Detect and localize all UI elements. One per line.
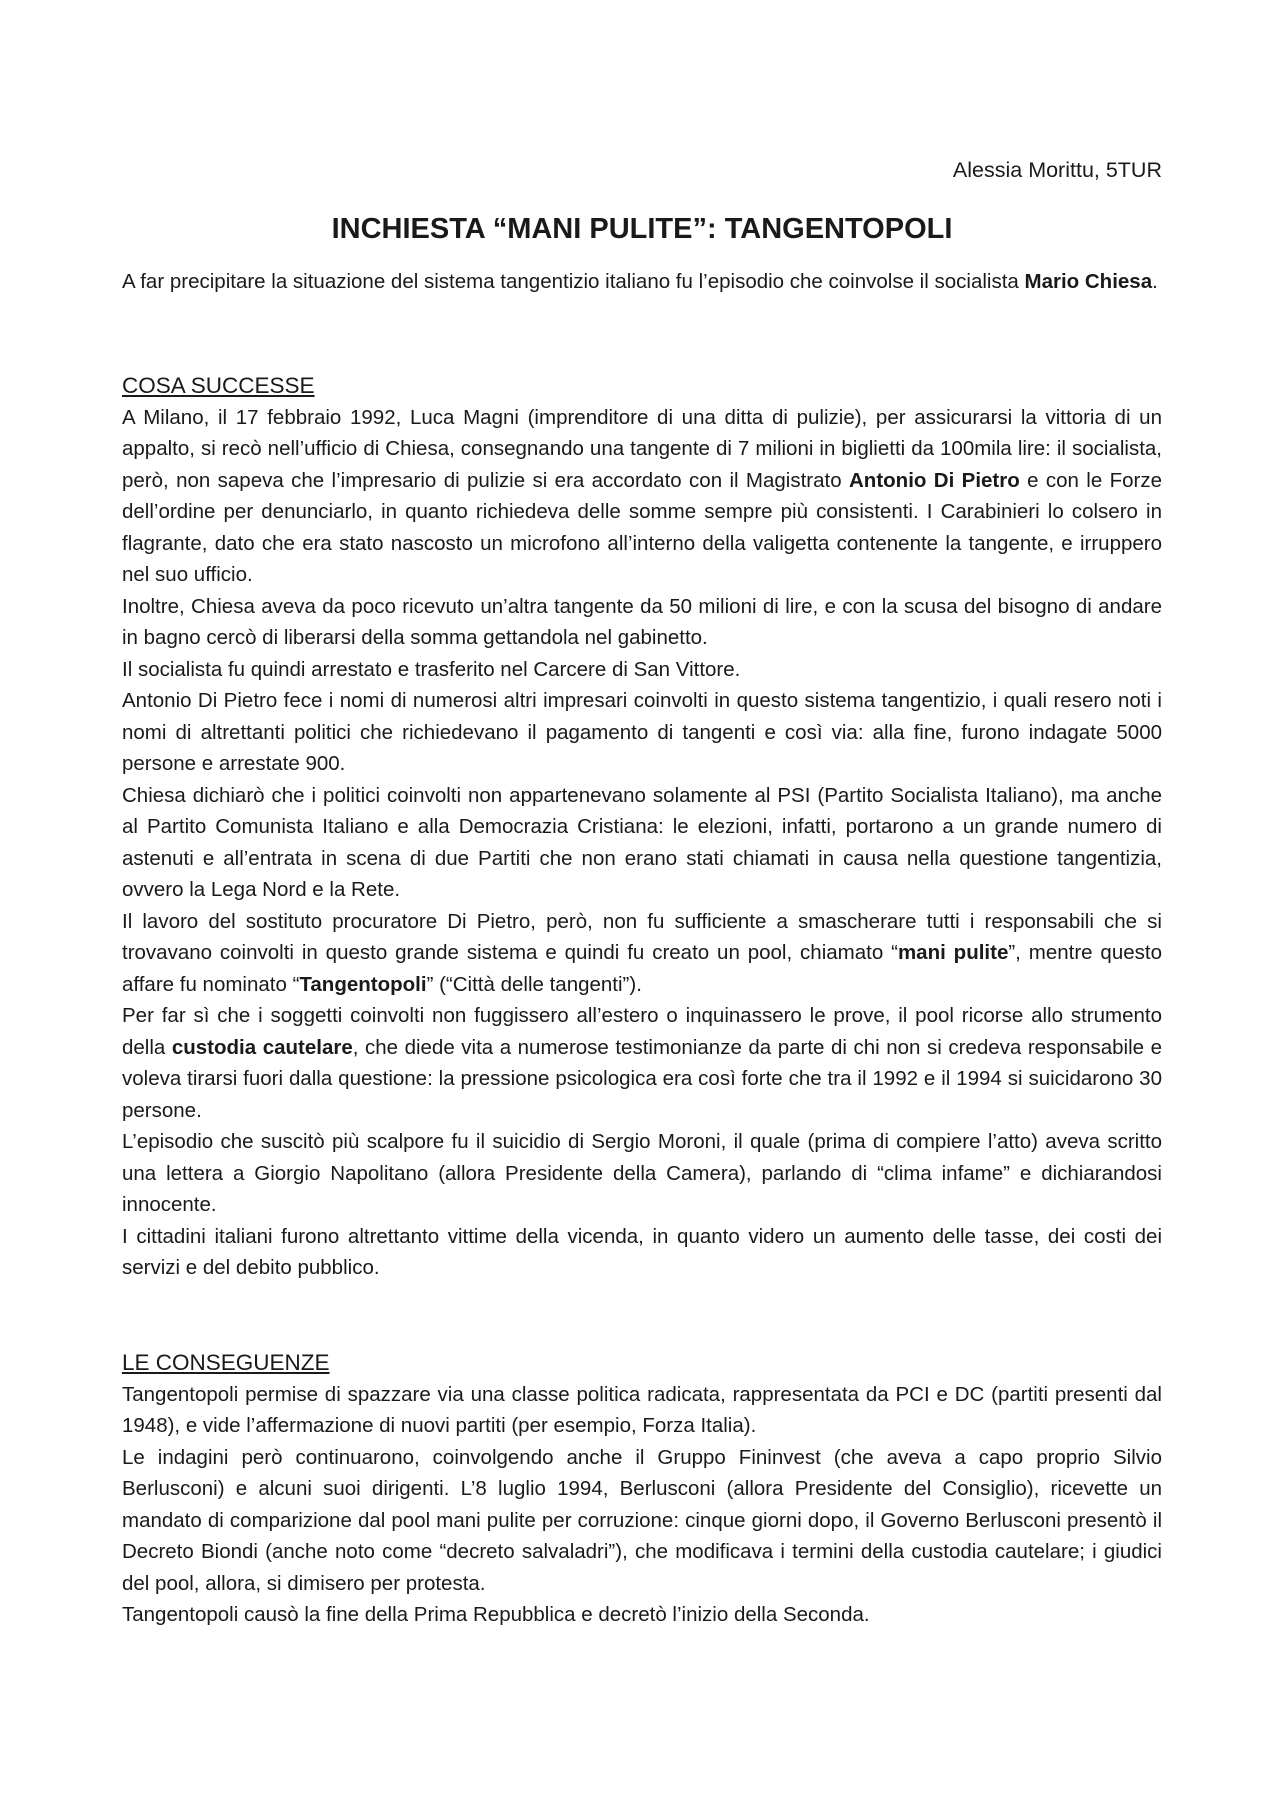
paragraph bbox=[122, 906, 1162, 1001]
paragraph: L’episodio che suscitò più scalpore fu il suicidio di Sergio Moroni, il quale (prima di compiere l’atto) aveva scritto una lettera a Giorgio Napolitano (allora Presidente della Camera), parlando di “clima infame” e dichiarandosi innocente. bbox=[122, 1130, 1162, 1216]
bold-term: mani pulite bbox=[897, 941, 1009, 964]
intro-bold-name: Mario Chiesa bbox=[1024, 270, 1153, 293]
intro-paragraph bbox=[122, 266, 1162, 298]
section-le-conseguenze bbox=[122, 1347, 1162, 1631]
paragraph: Antonio Di Pietro fece i nomi di numerosi altri impresari coinvolti in questo sistema tangentizio, i quali resero noti i nomi di altrettanti politici che richiedevano il pagamento di tangenti e così via: alla fine, furono indagate 5000 persone e arrestate 900. bbox=[122, 689, 1162, 775]
paragraph-text: ” (“Città delle tangenti”). bbox=[426, 972, 642, 996]
intro-text-end: . bbox=[1152, 270, 1158, 293]
section-heading: COSA SUCCESSE bbox=[122, 373, 315, 398]
intro-text: A far precipitare la situazione del sistema tangentizio italiano fu l’episodio che coinvolse il socialista bbox=[122, 270, 1025, 293]
paragraph: Tangentopoli permise di spazzare via una classe politica radicata, rappresentata da PCI e DC (partiti presenti dal 1948), e vide l’affermazione di nuovi partiti (per esempio, Forza Italia). bbox=[122, 1382, 1162, 1437]
document-title: INCHIESTA “MANI PULITE”: TANGENTOPOLI bbox=[331, 213, 953, 245]
paragraph-text: ”, mentre questo affare fu nominato “ bbox=[122, 941, 1162, 996]
section-cosa-successe bbox=[122, 370, 1162, 1284]
paragraph bbox=[122, 1000, 1162, 1126]
bold-term: custodia cautelare bbox=[171, 1035, 353, 1059]
bold-name: Antonio Di Pietro bbox=[849, 468, 1020, 492]
paragraph-text: A Milano, il 17 febbraio 1992, Luca Magni (imprenditore di una ditta di pulizie), per assicurarsi la vittoria di un appalto, si recò nell’ufficio di Chiesa, consegnando una tangente di 7 milioni in biglietti da 100mila lire: il socialista, però, non sapeva che l’impresario di pulizie si era accordato con il Magistrato bbox=[122, 405, 1162, 492]
paragraph-text: , che diede vita a numerose testimonianze da parte di chi non si credeva responsabile e voleva tirarsi fuori dalla questione: la pressione psicologica era così forte che tra il 1992 e il 1994 si suicidarono 30 persone. bbox=[122, 1035, 1163, 1122]
paragraph bbox=[122, 402, 1162, 591]
paragraph: Inoltre, Chiesa aveva da poco ricevuto un’altra tangente da 50 milioni di lire, e con la scusa del bisogno di andare in bagno cercò di liberarsi della somma gettandola nel gabinetto. bbox=[122, 594, 1162, 649]
paragraph: I cittadini italiani furono altrettanto vittime della vicenda, in quanto videro un aumento delle tasse, dei costi dei servizi e del debito pubblico. bbox=[122, 1224, 1162, 1279]
paragraph: Chiesa dichiarò che i politici coinvolti non appartenevano solamente al PSI (Partito Socialista Italiano), ma anche al Partito Comunista Italiano e alla Democrazia Cristiana: le elezioni, infatti, portarono a un grande numero di astenuti e all’entrata in scena di due Partiti che non erano stati chiamati in causa nella questione tangentizia, ovvero la Lega Nord e la Rete. bbox=[122, 783, 1162, 901]
bold-term: Tangentopoli bbox=[299, 972, 427, 996]
paragraph-text: Il lavoro del sostituto procuratore Di Pietro, però, non fu sufficiente a smascherare tutti i responsabili che si trovavano coinvolti in questo grande sistema e quindi fu creato un pool, chiamato “ bbox=[122, 909, 1162, 964]
author-line: Alessia Morittu, 5TUR bbox=[952, 158, 1162, 182]
paragraph-text: Per far sì che i soggetti coinvolti non fuggissero all’estero o inquinassero le prove, il pool ricorse allo strumento della bbox=[122, 1004, 1162, 1059]
paragraph-text: e con le Forze dell’ordine per denunciarlo, in quanto richiedeva delle somme sempre più consistenti. I Carabinieri lo colsero in flagrante, dato che era stato nascosto un microfono all’interno della valigetta contenente la tangente, e irruppero nel suo ufficio. bbox=[122, 468, 1163, 586]
paragraph: Tangentopoli causò la fine della Prima Repubblica e decretò l’inizio della Seconda. bbox=[122, 1603, 870, 1626]
paragraph: Le indagini però continuarono, coinvolgendo anche il Gruppo Fininvest (che aveva a capo proprio Silvio Berlusconi) e alcuni suoi dirigenti. L’8 luglio 1994, Berlusconi (allora Presidente del Consiglio), ricevette un mandato di comparizione dal pool mani pulite per corruzione: cinque giorni dopo, il Governo Berlusconi presentò il Decreto Biondi (anche noto come “decreto salvaladri”), che modificava i termini della custodia cautelare; i giudici del pool, allora, si dimisero per protesta. bbox=[122, 1445, 1162, 1595]
section-heading: LE CONSEGUENZE bbox=[122, 1350, 330, 1375]
paragraph: Il socialista fu quindi arrestato e trasferito nel Carcere di San Vittore. bbox=[122, 657, 741, 681]
